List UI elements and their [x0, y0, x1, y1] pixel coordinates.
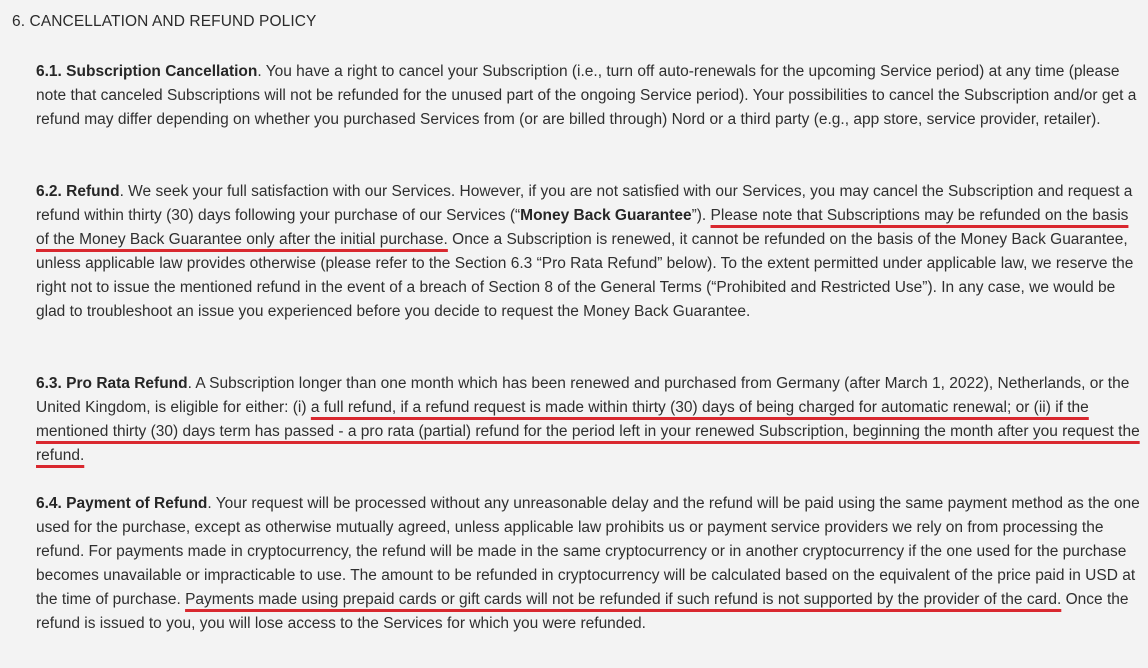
- highlighted-text: Please note that Subscriptions may be refunded on the basis of the Money Back Guarantee only after the initial purchase.: [36, 207, 1129, 248]
- paragraph-text: Once a Subscription is renewed, it cannot be refunded on the basis of the Money Back Guarantee, unless applicable law provides otherwise (please refer to the Section 6.3 “Pro Rata Refund” below). To the extent permitted under applicable law, we reserve the right not to issue the mentioned refund in the event of a breach of Section 8 of the General Terms (“Prohibited and Restricted Use”). In any case, we would be glad to troubleshoot an issue you experienced before you decide to request the Money Back Guarantee.: [36, 231, 1134, 320]
- paragraph-pro-rata-refund: [36, 372, 1142, 468]
- paragraph-text: ”).: [691, 207, 711, 224]
- paragraph-text: Once the refund is issued to you, you will lose access to the Services for which you were refunded.: [36, 591, 1129, 632]
- highlighted-text: a full refund, if a refund request is made within thirty (30) days of being charged for automatic renewal; or (ii) if the mentioned thirty (30) days term has passed - a pro rata (partial) refund for the period left in your renewed Subscription, beginning the month after you request the refund.: [36, 399, 1140, 464]
- paragraph-refund: [36, 180, 1142, 324]
- paragraph-subscription-cancellation: [36, 60, 1142, 132]
- paragraph-payment-of-refund: [36, 492, 1142, 636]
- paragraph-term: Payment of Refund: [66, 495, 208, 512]
- paragraph-term: Pro Rata Refund: [66, 375, 188, 392]
- money-back-guarantee-term: Money Back Guarantee: [520, 207, 692, 224]
- paragraph-text: . Your request will be processed without any unreasonable delay and the refund will be paid using the same payment method as the one used for the purchase, except as otherwise mutually agreed, unless applicable law prohibits us or payment service providers we rely on from processing the refund. For payments made in cryptocurrency, the refund will be made in the same cryptocurrency or in another cryptocurrency if the one used for the purchase becomes unavailable or impracticable to use. The amount to be refunded in cryptocurrency will be calculated based on the equivalent of the price paid in USD at the time of purchase.: [36, 495, 1140, 608]
- paragraph-number: 6.1.: [36, 63, 62, 80]
- highlighted-text: Payments made using prepaid cards or gift cards will not be refunded if such refund is not supported by the provider of the card.: [185, 591, 1062, 608]
- paragraph-text: . You have a right to cancel your Subscription (i.e., turn off auto-renewals for the upcoming Service period) at any time (please note that canceled Subscriptions will not be refunded for the unused part of the ongoing Service period). Your possibilities to cancel the Subscription and/or get a refund may differ depending on whether you purchased Services from (or are billed through) Nord or a third party (e.g., app store, service provider, retailer).: [36, 63, 1137, 128]
- paragraph-text: . A Subscription longer than one month which has been renewed and purchased from Germany (after March 1, 2022), Netherlands, or the United Kingdom, is eligible for either: (i): [36, 375, 1130, 416]
- paragraph-text: . We seek your full satisfaction with our Services. However, if you are not satisfied with our Services, you may cancel the Subscription and request a refund within thirty (30) days following your purchase of our Services (“: [36, 183, 1133, 224]
- paragraph-term: Subscription Cancellation: [66, 63, 258, 80]
- paragraph-number: 6.4.: [36, 495, 62, 512]
- paragraph-number: 6.3.: [36, 375, 62, 392]
- paragraph-term: Refund: [66, 183, 120, 200]
- section-title: 6. CANCELLATION AND REFUND POLICY: [12, 13, 317, 30]
- paragraph-number: 6.2.: [36, 183, 62, 200]
